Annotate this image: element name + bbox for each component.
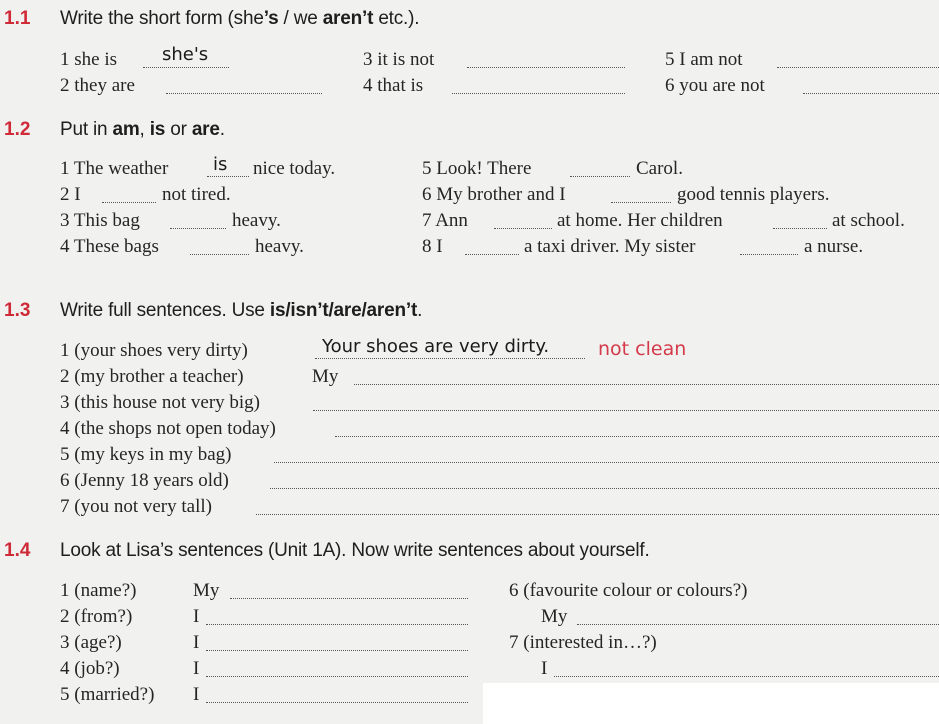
exercise-item: 3 it is not [363, 49, 435, 70]
exercise-item: 1 she is [60, 49, 117, 70]
exercise-item: not tired. [162, 184, 231, 205]
section-number-1-3: 1.3 [4, 300, 31, 321]
instruction-text: / we [278, 8, 323, 29]
answer-line[interactable] [230, 598, 468, 599]
handwritten-answer: Your shoes are very dirty. [322, 336, 550, 357]
answer-prompt: I [193, 658, 200, 679]
exercise-item: 2 they are [60, 75, 135, 96]
answer-prompt: I [541, 658, 548, 679]
exercise-item: 6 My brother and I [422, 184, 566, 205]
exercise-item: a nurse. [804, 236, 864, 257]
exercise-item: 3 (this house not very big) [60, 392, 261, 413]
exercise-item: 2 I [60, 184, 81, 205]
instruction-text: . [417, 300, 423, 321]
exercise-item: 8 I [422, 236, 443, 257]
answer-prompt: My [541, 606, 568, 627]
answer-line[interactable] [313, 410, 939, 411]
answer-line[interactable] [611, 202, 671, 203]
instruction-keyword: is/isn’t/are/aren’t [269, 300, 418, 321]
instruction-text: or [165, 119, 192, 140]
instruction-1-1 [60, 8, 419, 30]
exercise-item: 3 (age?) [60, 632, 122, 653]
exercise-item: 4 These bags [60, 236, 159, 257]
answer-line[interactable] [206, 624, 468, 625]
exercise-item: good tennis players. [677, 184, 830, 205]
answer-line[interactable] [315, 358, 585, 359]
exercise-item: 2 (from?) [60, 606, 133, 627]
instruction-keyword: am [112, 119, 140, 140]
answer-line[interactable] [274, 462, 939, 463]
exercise-item: a taxi driver. My sister [524, 236, 696, 257]
answer-line[interactable] [170, 228, 226, 229]
exercise-item: 7 (you not very tall) [60, 496, 212, 517]
answer-line[interactable] [577, 624, 939, 625]
answer-line[interactable] [207, 176, 249, 177]
instruction-text: . [219, 119, 225, 140]
answer-prompt: My [312, 366, 339, 387]
exercise-item: 4 (the shops not open today) [60, 418, 276, 439]
exercise-item: 1 (your shoes very dirty) [60, 340, 248, 361]
instruction-text: Put in [60, 119, 113, 140]
answer-line[interactable] [143, 67, 229, 68]
answer-line[interactable] [190, 254, 249, 255]
answer-line[interactable] [570, 176, 630, 177]
answer-line[interactable] [206, 702, 468, 703]
answer-line[interactable] [740, 254, 798, 255]
answer-line[interactable] [494, 228, 552, 229]
exercise-item: 5 I am not [665, 49, 743, 70]
instruction-1-2 [60, 119, 225, 141]
answer-line[interactable] [467, 67, 625, 68]
blank-corner [483, 683, 939, 724]
exercise-item: heavy. [255, 236, 304, 257]
handwritten-answer: she's [162, 44, 209, 65]
exercise-item: at home. Her children [557, 210, 723, 231]
answer-line[interactable] [335, 436, 939, 437]
instruction-1-4: Look at Lisa’s sentences (Unit 1A). Now write sentences about yourself. [60, 540, 650, 561]
answer-prompt: I [193, 632, 200, 653]
exercise-item: nice today. [253, 158, 336, 179]
exercise-item: 1 The weather [60, 158, 169, 179]
instruction-text: etc.). [373, 8, 420, 29]
section-number-1-1: 1.1 [4, 8, 31, 29]
answer-line[interactable] [166, 93, 322, 94]
exercise-item: heavy. [232, 210, 281, 231]
answer-line[interactable] [773, 228, 827, 229]
exercise-item: 6 (Jenny 18 years old) [60, 470, 229, 491]
answer-prompt: I [193, 606, 200, 627]
answer-line[interactable] [354, 384, 939, 385]
instruction-keyword: are [191, 119, 220, 140]
answer-line[interactable] [452, 93, 625, 94]
instruction-text: Write full sentences. Use [60, 300, 270, 321]
instruction-keyword: ’s [263, 8, 279, 29]
handwritten-note: not clean [598, 338, 687, 360]
answer-line[interactable] [465, 254, 519, 255]
section-number-1-4: 1.4 [4, 540, 31, 561]
answer-line[interactable] [102, 202, 156, 203]
exercise-item: 7 Ann [422, 210, 468, 231]
exercise-item: 6 (favourite colour or colours?) [509, 580, 748, 601]
exercise-item: 6 you are not [665, 75, 765, 96]
exercise-item: 2 (my brother a teacher) [60, 366, 244, 387]
answer-line[interactable] [554, 676, 939, 677]
answer-line[interactable] [206, 676, 468, 677]
answer-line[interactable] [777, 67, 939, 68]
exercise-item: Carol. [636, 158, 683, 179]
section-number-1-2: 1.2 [4, 119, 31, 140]
instruction-keyword: is [149, 119, 166, 140]
exercise-item: 1 (name?) [60, 580, 137, 601]
exercise-item: 5 (my keys in my bag) [60, 444, 232, 465]
instruction-text: Write the short form (she [60, 8, 264, 29]
answer-line[interactable] [206, 650, 468, 651]
exercise-item: 4 (job?) [60, 658, 120, 679]
instruction-keyword: aren’t [322, 8, 374, 29]
exercise-item: 7 (interested in…?) [509, 632, 657, 653]
instruction-1-3 [60, 300, 422, 322]
exercise-item: 3 This bag [60, 210, 140, 231]
instruction-text: , [139, 119, 150, 140]
handwritten-answer: is [213, 154, 228, 175]
answer-line[interactable] [270, 488, 939, 489]
exercise-item: 5 Look! There [422, 158, 532, 179]
answer-prompt: My [193, 580, 220, 601]
exercise-item: at school. [832, 210, 905, 231]
answer-line[interactable] [803, 93, 939, 94]
answer-prompt: I [193, 684, 200, 705]
exercise-item: 5 (married?) [60, 684, 155, 705]
answer-line[interactable] [256, 514, 939, 515]
exercise-item: 4 that is [363, 75, 424, 96]
